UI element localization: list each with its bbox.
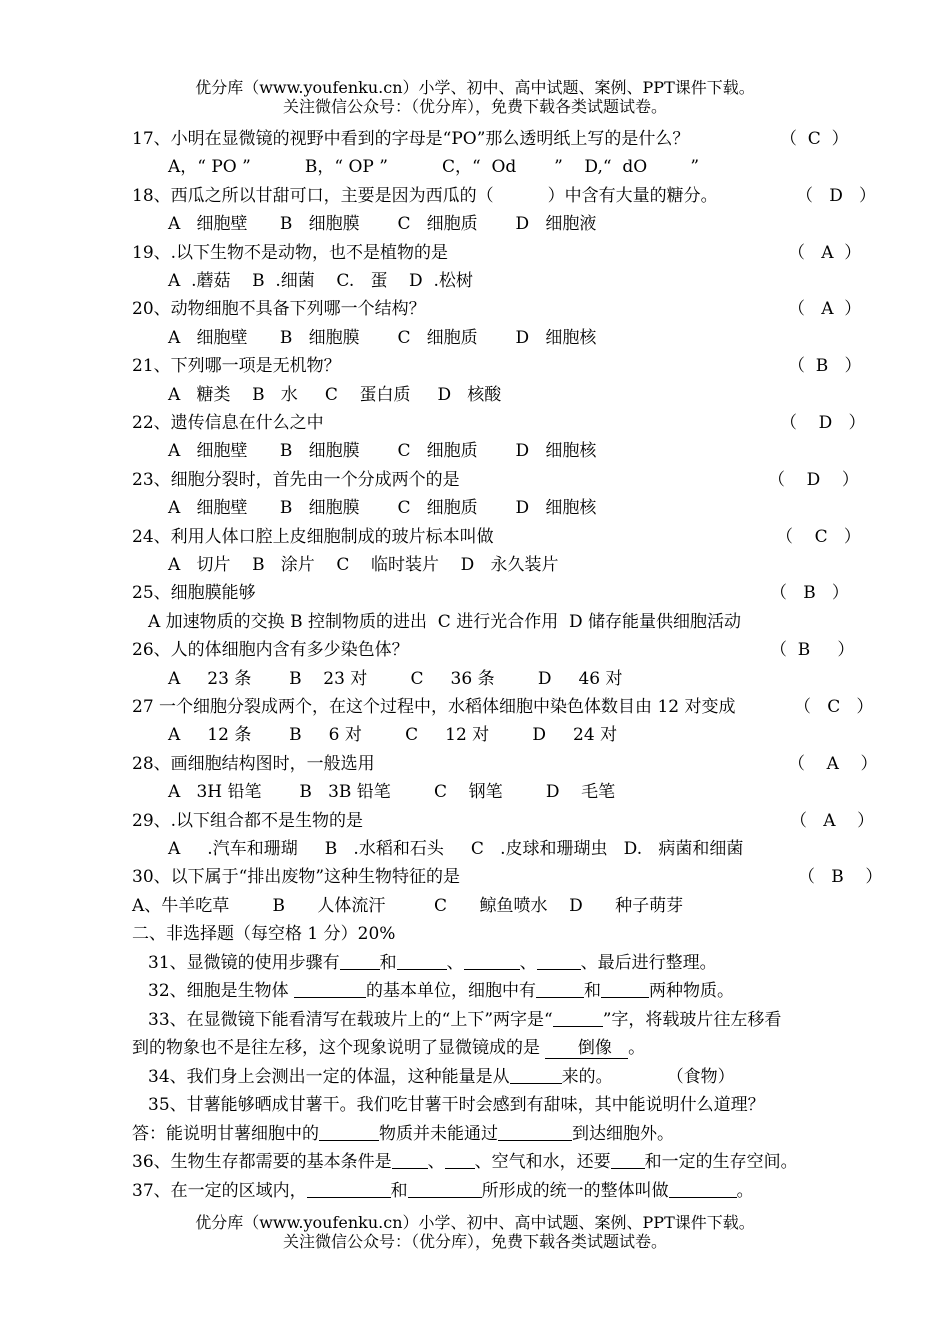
question-18-answer: （ D ） [796,186,877,206]
question-26-stem: 26、人的体细胞内含有多少染色体？ [132,640,409,660]
blank [445,1152,475,1169]
question-31: 31、显微镜的使用步骤有 和 、 、 、最后进行整理。 [148,953,717,973]
question-27-answer: （ C ） [794,697,874,717]
question-20-answer: （ A ） [788,299,862,319]
question-19-stem: 19、.以下生物不是动物，也不是植物的是 [132,243,449,263]
question-35-line-2: 答：能说明甘薯细胞中的 物质并未能通过 到达细胞外。 [132,1124,674,1144]
question-27-options: A 12 条 B 6 对 C 12 对 D 24 对 [168,725,618,745]
section-2-title: 二、非选择题（每空格 1 分）20% [132,924,396,944]
question-34: 34、我们身上会测出一定的体温，这种能量是从 来的。 （食物） [148,1067,735,1087]
question-17-stem: 17、小明在显微镜的视野中看到的字母是“PO”那么透明纸上写的是什么？ [132,129,690,149]
question-25-stem: 25、细胞膜能够 [132,583,256,603]
blank [510,1067,562,1084]
answer-filled-blank: 倒像 [545,1038,628,1059]
question-19-options: A .蘑菇 B .细菌 C. 蛋 D .松树 [168,271,473,291]
blank [464,953,520,970]
page-footer-line-2: 关注微信公众号：（优分库），免费下载各类试题试卷。 [282,1232,667,1251]
question-24-answer: （ C ） [776,527,861,547]
blank [397,953,447,970]
blank [307,1181,391,1198]
question-20-stem: 20、动物细胞不具备下列哪一个结构？ [132,299,426,319]
question-36: 36、生物生存都需要的基本条件是 、 、空气和水，还要 和一定的生存空间。 [132,1152,798,1172]
question-23-stem: 23、细胞分裂时，首先由一个分成两个的是 [132,470,460,490]
question-26-answer: （ B ） [770,640,855,660]
page-footer-line-1: 优分库（www.youfenku.cn）小学、初中、高中试题、案例、PPT课件下载。 [195,1213,755,1232]
question-37: 37、在一定的区域内， 和 所形成的统一的整体叫做 。 [132,1181,754,1201]
question-26-options: A 23 条 B 23 对 C 36 条 D 46 对 [168,669,623,689]
blank [601,981,649,998]
question-20-options: A 细胞壁 B 细胞膜 C 细胞质 D 细胞核 [168,328,597,348]
question-29-options: A .汽车和珊瑚 B .水稻和石头 C .皮球和珊瑚虫 D. 病菌和细菌 [168,839,744,859]
blank [537,953,581,970]
question-30-stem: 30、以下属于“排出废物”这种生物特征的是 [132,867,461,887]
question-19-answer: （ A ） [788,243,862,263]
page-header-line-2: 关注微信公众号：（优分库），免费下载各类试题试卷。 [282,97,667,116]
blank [611,1152,645,1169]
blank [408,1181,482,1198]
question-22-stem: 22、遗传信息在什么之中 [132,413,324,433]
question-30-answer: （ B ） [798,867,883,887]
blank [498,1124,572,1141]
question-35-line-1: 35、甘薯能够晒成甘薯干。我们吃甘薯干时会感到有甜味，其中能说明什么道理？ [148,1095,765,1115]
question-28-answer: （ A ） [788,754,878,774]
question-23-answer: （ D ） [768,470,859,490]
question-22-answer: （ D ） [780,413,866,433]
question-28-stem: 28、画细胞结构图时，一般选用 [132,754,375,774]
question-23-options: A 细胞壁 B 细胞膜 C 细胞质 D 细胞核 [168,498,597,518]
question-32: 32、细胞是生物体 的基本单位，细胞中有 和 两种物质。 [148,981,735,1001]
question-21-stem: 21、下列哪一项是无机物？ [132,356,341,376]
question-33-line-2: 到的物象也不是往左移，这个现象说明了显微镜成的是 倒像 。 [132,1038,646,1058]
question-18-options: A 细胞壁 B 细胞膜 C 细胞质 D 细胞液 [168,214,597,234]
blank [392,1152,428,1169]
question-21-answer: （ B ） [788,356,862,376]
question-33-line-1: 33、在显微镜下能看清写在载玻片上的“上下”两字是“ ”字，将载玻片往左移看 [148,1010,782,1030]
page-header-line-1: 优分库（www.youfenku.cn）小学、初中、高中试题、案例、PPT课件下载。 [195,78,755,97]
blank [669,1181,737,1198]
question-28-options: A 3H 铅笔 B 3B 铅笔 C 钢笔 D 毛笔 [168,782,616,802]
question-25-options: A 加速物质的交换 B 控制物质的进出 C 进行光合作用 D 储存能量供细胞活动 [148,612,742,632]
blank [340,953,380,970]
question-18-stem: 18、西瓜之所以甘甜可口，主要是因为西瓜的（ ）中含有大量的糖分。 [132,186,718,206]
question-17-options: A，“ PO ” B，“ OP ” C，“ Od ” D,“ dO ” [168,157,700,177]
blank [536,981,584,998]
question-17-answer: （ C ） [780,129,849,149]
blank [553,1010,603,1027]
blank [294,981,366,998]
question-27-stem: 27 一个细胞分裂成两个，在这个过程中，水稻体细胞中染色体数目由 12 对变成 [132,697,736,717]
question-21-options: A 糖类 B 水 C 蛋白质 D 核酸 [168,385,502,405]
question-29-stem: 29、.以下组合都不是生物的是 [132,811,364,831]
question-24-options: A 切片 B 涂片 C 临时装片 D 永久装片 [168,555,559,575]
question-25-answer: （ B ） [770,583,849,603]
question-24-stem: 24、利用人体口腔上皮细胞制成的玻片标本叫做 [132,527,494,547]
question-29-answer: （ A ） [790,811,875,831]
question-22-options: A 细胞壁 B 细胞膜 C 细胞质 D 细胞核 [168,441,597,461]
blank [319,1124,379,1141]
question-30-options: A、牛羊吃草 B 人体流汗 C 鲸鱼喷水 D 种子萌芽 [132,896,684,916]
